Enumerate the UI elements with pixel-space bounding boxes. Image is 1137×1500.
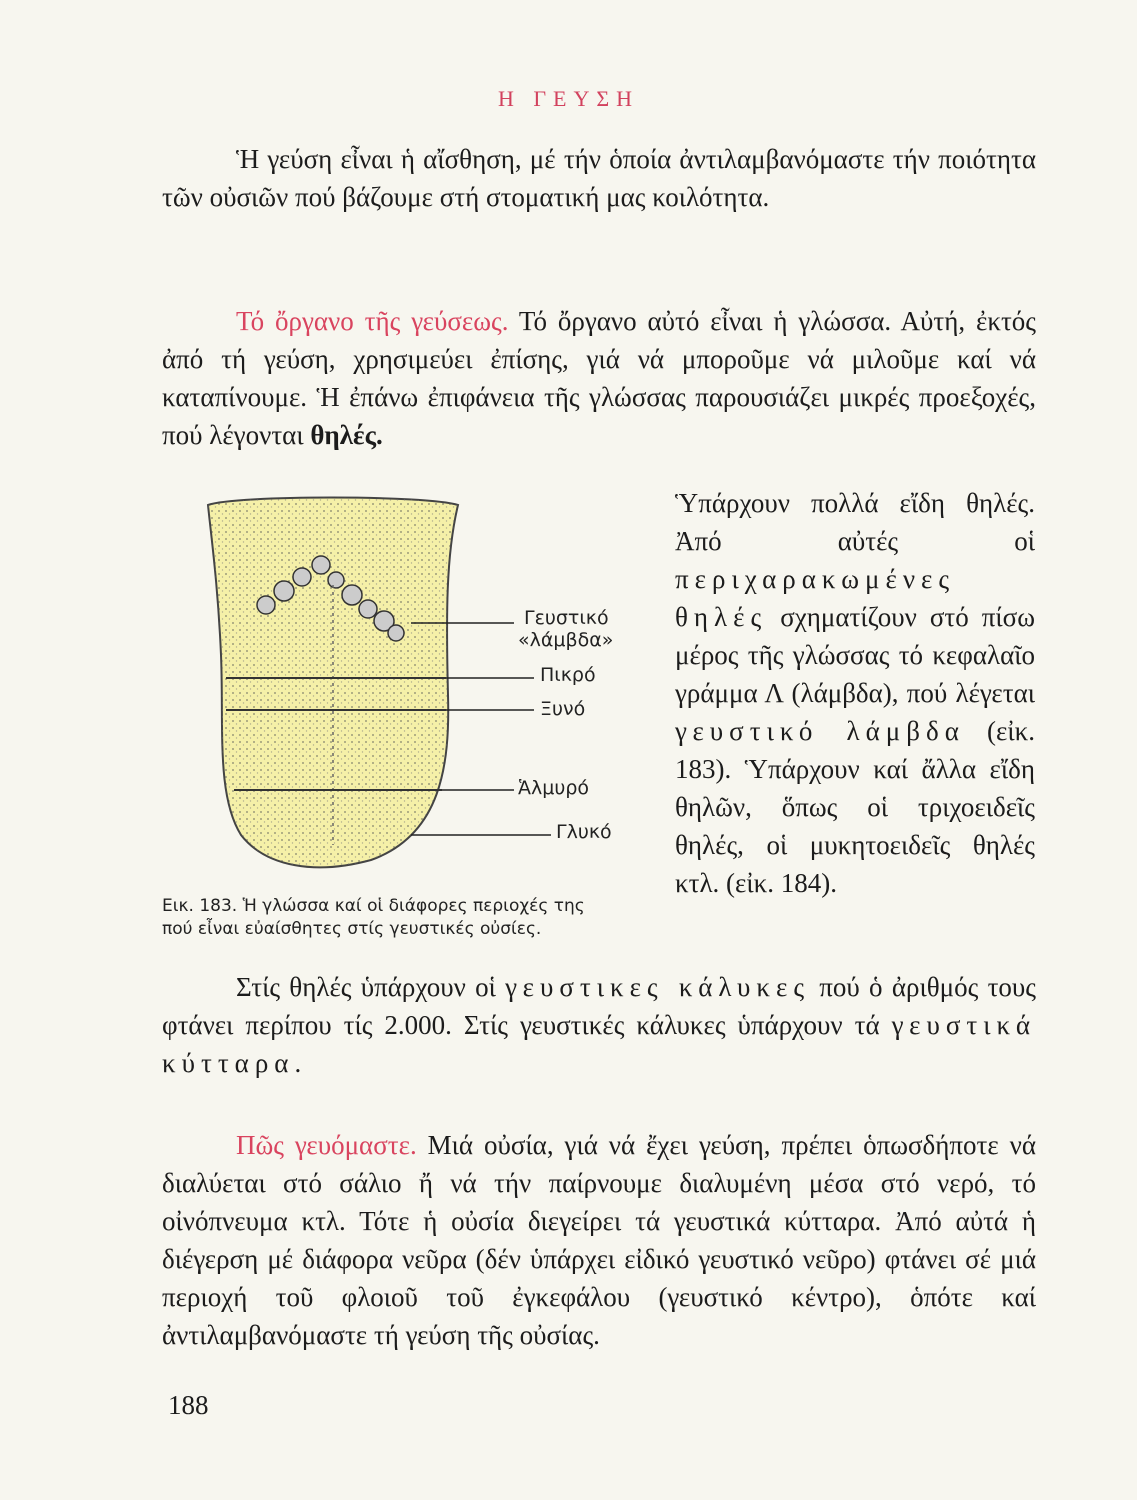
page-number: 188	[168, 1390, 209, 1420]
label-sour: Ξυνό	[540, 698, 586, 720]
chapter-title: Η ΓΕΥΣΗ	[497, 86, 640, 111]
how-heading: Πῶς γευόμαστε.	[236, 1130, 417, 1160]
tongue-figure	[196, 495, 656, 895]
organ-bold-term: θηλές.	[310, 420, 383, 450]
figure-caption	[162, 895, 662, 941]
side-term-1: περιχαρακωμένες θηλές	[675, 564, 956, 632]
calyx-text-1: Στίς θηλές ὑπάρχουν οἱ	[236, 972, 506, 1002]
caption-line-2: πού εἶναι εὐαίσθητες στίς γευστικές οὐσίες.	[162, 919, 542, 939]
side-text-2: σχηματίζουν στό πίσω μέρος τῆς γλώσσας τό κεφαλαῖο γράμμα Λ (λάμβδα), πού λέγεται	[675, 602, 1035, 708]
calyx-term-2: γευστικά κύτταρα.	[162, 1010, 1036, 1078]
label-salty: Ἁλμυρό	[518, 777, 590, 799]
caption-line-1: Εικ. 183. Ἡ γλώσσα καί οἱ διάφορες περιοχές της	[162, 896, 585, 916]
label-lambda-2: «λάμβδα»	[518, 629, 614, 651]
calyx-text-2: πού ὁ ἀριθμός τους φτάνει περίπου τίς 2.000. Στίς γευστικές κάλυκες ὑπάρχουν τά	[162, 972, 1036, 1040]
label-lambda-1: Γευστικό	[524, 607, 609, 629]
organ-text: Τό ὄργανο αὐτό εἶναι ἡ γλώσσα. Αὐτή, ἐκτός ἀπό τή γεύση, χρησιμεύει ἐπίσης, γιά νά μποροῦμε νά μιλοῦμε καί νά καταπίνουμε. Ἡ ἐπάνω ἐπιφάνεια τῆς γλώσσας παρουσιάζει μικρές προεξοχές, πού λέγονται	[162, 306, 1036, 450]
calyx-paragraph	[162, 968, 1036, 1082]
organ-paragraph	[162, 302, 1036, 454]
label-bitter: Πικρό	[540, 664, 596, 686]
side-text-3: (εἰκ. 183). Ὑπάρχουν καί ἄλλα εἴδη θηλῶν, ὅπως οἱ τριχοειδεῖς θηλές, οἱ μυκητοειδεῖς θηλές κτλ. (εἰκ. 184).	[675, 716, 1035, 898]
how-text: Μιά οὐσία, γιά νά ἔχει γεύση, πρέπει ὁπωσδήποτε νά διαλύεται στό σάλιο ἤ νά τήν παίρνουμε διαλυμένη μέσα στό νερό, τό οἰνόπνευμα κτλ. Τότε ἡ οὐσία διεγείρει τά γευστικά κύτταρα. Ἀπό αὐτά ἡ διέγερση μέ διάφορα νεῦρα (δέν ὑπάρχει εἰδικό γευστικό νεῦρο) φτάνει σέ μιά περιοχή τοῦ φλοιοῦ τοῦ ἐγκεφάλου (γευστικό κέντρο), ὁπότε καί ἀντιλαμβανόμαστε τή γεύση τῆς οὐσίας.	[162, 1130, 1036, 1350]
calyx-term-1: γευστικες κάλυκες	[505, 972, 811, 1002]
side-paragraph	[675, 484, 1035, 902]
intro-paragraph: Ἡ γεύση εἶναι ἡ αἴσθηση, μέ τήν ὁποία ἀντιλαμβανόμαστε τήν ποιότητα τῶν οὐσιῶν πού βάζουμε στή στοματική μας κοιλότητα.	[162, 144, 1036, 212]
organ-heading: Τό ὄργανο τῆς γεύσεως.	[236, 306, 509, 336]
side-term-2: γευστικό λάμβδα	[675, 716, 965, 746]
how-paragraph	[162, 1126, 1036, 1354]
side-text-1: Ὑπάρχουν πολλά εἴδη θηλές. Ἀπό αὐτές οἱ	[675, 488, 1035, 556]
label-sweet: Γλυκό	[556, 821, 612, 843]
